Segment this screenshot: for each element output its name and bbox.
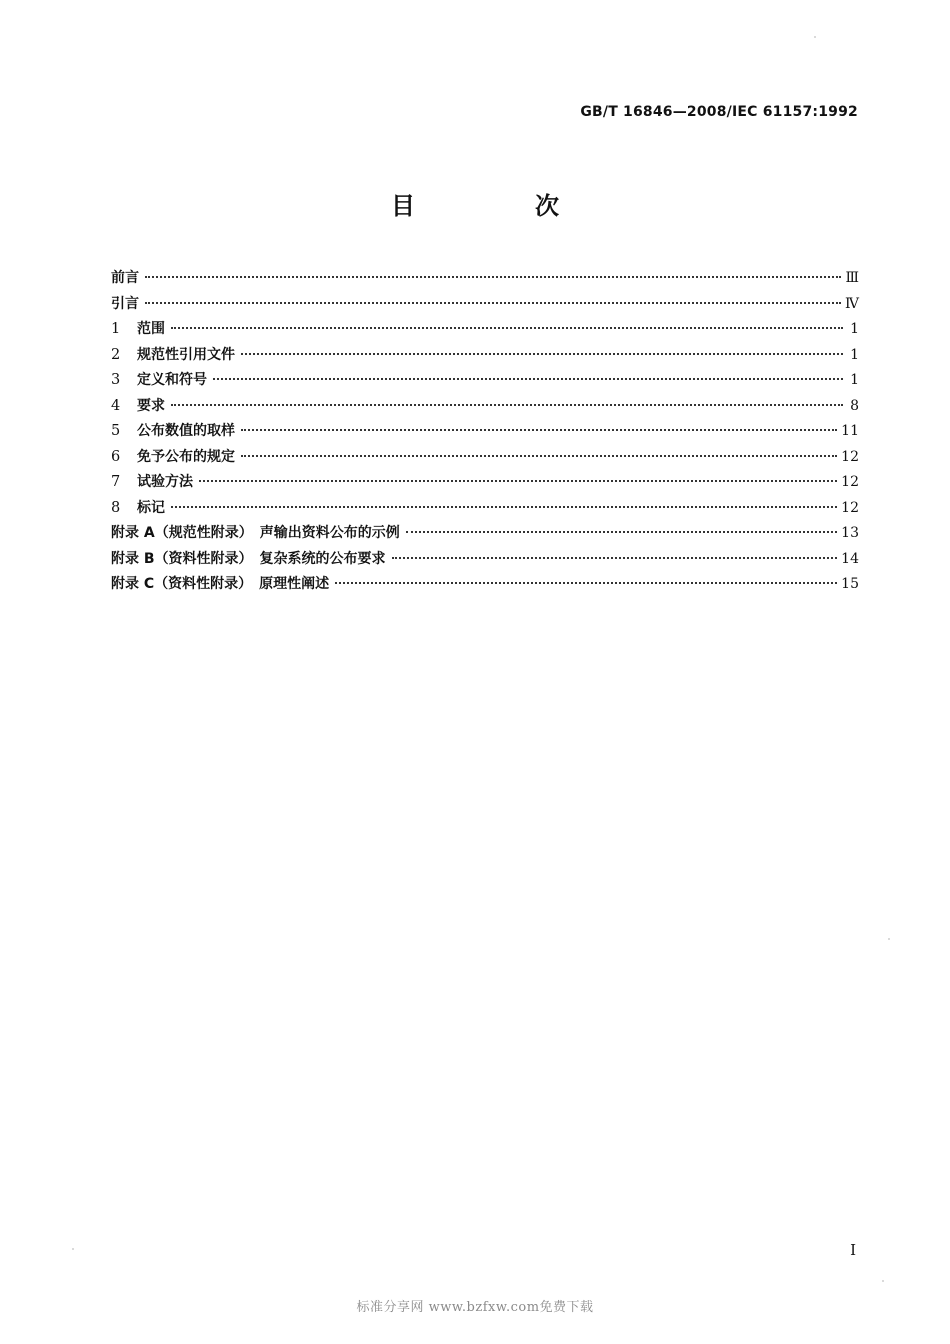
toc-item-annex-c[interactable]: [111, 572, 859, 598]
document-number: GB/T 16846—2008/IEC 61157:1992: [580, 104, 858, 120]
toc-item-introduction[interactable]: [111, 292, 859, 318]
toc-item-page: 12: [841, 474, 859, 490]
toc-item-label: 范围: [137, 321, 165, 337]
toc-item-label: 定义和符号: [137, 372, 207, 388]
toc-item-preface[interactable]: [111, 266, 859, 292]
toc-item-requirements[interactable]: [111, 394, 859, 420]
toc-item-page: 11: [841, 423, 859, 439]
toc-item-label: 试验方法: [137, 474, 193, 490]
toc-item-sampling[interactable]: [111, 419, 859, 445]
toc-leader-dots: [145, 302, 841, 304]
toc-item-page: 13: [841, 525, 859, 541]
toc-item-page: Ⅲ: [845, 270, 859, 286]
page-number: I: [850, 1241, 856, 1259]
toc-item-number: 8: [111, 499, 121, 516]
scan-speck: [882, 1280, 884, 1282]
toc-leader-dots: [241, 455, 837, 457]
table-of-contents: [111, 266, 859, 598]
toc-item-number: 2: [111, 346, 121, 363]
toc-item-marking[interactable]: [111, 496, 859, 522]
toc-item-number: 5: [111, 423, 121, 439]
toc-item-definitions[interactable]: [111, 368, 859, 394]
toc-leader-dots: [171, 506, 837, 508]
toc-leader-dots: [171, 404, 843, 406]
toc-item-page: 15: [841, 576, 859, 592]
toc-item-number: 4: [111, 397, 121, 414]
toc-item-label: 引言: [111, 295, 139, 312]
toc-item-page: 1: [850, 321, 859, 337]
toc-leader-dots: [199, 480, 837, 482]
toc-item-page: 8: [850, 397, 859, 414]
toc-item-test-methods[interactable]: [111, 470, 859, 496]
toc-item-exemption[interactable]: [111, 445, 859, 471]
toc-item-page: 12: [841, 448, 859, 465]
scan-speck: [888, 938, 890, 940]
toc-item-label: 标记: [137, 499, 165, 516]
toc-item-label: 免予公布的规定: [137, 448, 235, 465]
toc-item-annex-a[interactable]: [111, 521, 859, 547]
toc-leader-dots: [241, 353, 843, 355]
toc-leader-dots: [145, 276, 841, 278]
toc-item-normative-references[interactable]: [111, 343, 859, 369]
scan-speck: [814, 36, 816, 38]
toc-item-label: 附录 B（资料性附录） 复杂系统的公布要求: [111, 550, 386, 567]
toc-item-page: 14: [841, 550, 859, 567]
toc-leader-dots: [406, 531, 837, 533]
toc-leader-dots: [241, 429, 837, 431]
toc-item-number: 3: [111, 372, 121, 388]
toc-item-number: 6: [111, 448, 121, 465]
toc-item-label: 附录 A（规范性附录） 声输出资料公布的示例: [111, 525, 400, 541]
watermark-text: 标准分享网 www.bzfxw.com免费下载: [356, 1300, 594, 1315]
toc-title: 目 次: [391, 192, 607, 220]
toc-item-label: 公布数值的取样: [137, 423, 235, 439]
toc-item-page: Ⅳ: [845, 295, 859, 312]
toc-leader-dots: [171, 327, 843, 329]
toc-item-label: 规范性引用文件: [137, 346, 235, 363]
toc-leader-dots: [392, 557, 838, 559]
toc-item-page: 12: [841, 499, 859, 516]
toc-item-annex-b[interactable]: [111, 547, 859, 573]
toc-item-number: 7: [111, 474, 121, 490]
scan-speck: [72, 1248, 74, 1250]
toc-leader-dots: [335, 582, 837, 584]
toc-item-page: 1: [850, 372, 859, 388]
toc-item-label: 前言: [111, 270, 139, 286]
toc-item-label: 附录 C（资料性附录） 原理性阐述: [111, 576, 330, 592]
toc-item-scope[interactable]: [111, 317, 859, 343]
toc-leader-dots: [213, 378, 843, 380]
toc-item-number: 1: [111, 321, 121, 337]
toc-item-page: 1: [850, 346, 859, 363]
toc-item-label: 要求: [137, 397, 165, 414]
